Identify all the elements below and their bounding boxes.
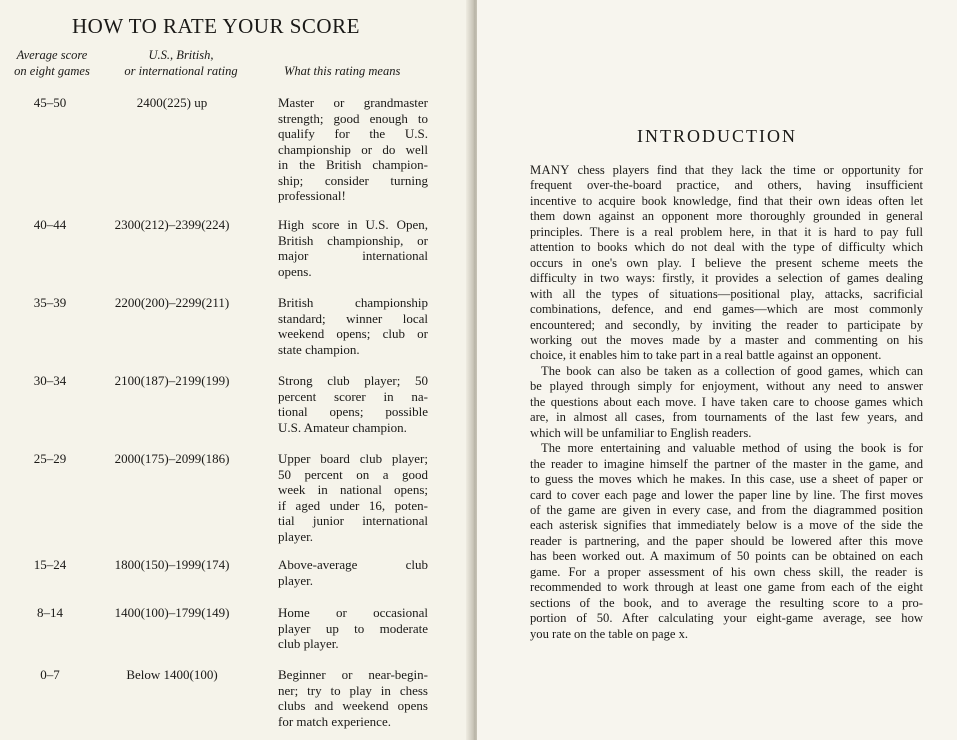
introduction-text [530, 163, 923, 642]
average-score-range: 8–14 [37, 605, 63, 620]
rating-meaning-line: if aged under 16, poten- [278, 497, 428, 513]
rating-meaning-line: Strong club player; 50 [278, 373, 428, 388]
rating-meaning-line: player. [278, 572, 314, 588]
rating-meaning-line: qualify for the U.S. [278, 126, 428, 141]
introduction-line: you rate on the table on page x. [530, 626, 689, 641]
header-average-score-line-2: on eight games [14, 64, 90, 78]
rating-meaning-line: professional! [278, 188, 346, 203]
average-score-range: 45–50 [33, 95, 67, 110]
rating-meaning-line: Above-average club [278, 557, 428, 572]
rating-meaning [278, 667, 428, 729]
rating-meaning-line: weekend opens; club or [278, 326, 428, 341]
rating-meaning-line: Master or grandmaster [278, 95, 428, 110]
rating-meaning-line: standard; winner local [278, 310, 428, 326]
introduction-line: portion of 50. After calculating your eight-game average, see how [530, 611, 923, 626]
rating-meaning-line: clubs and weekend opens [278, 698, 428, 713]
header-average-score-line-1: Average score [16, 48, 88, 62]
rating-meaning-line: state champion. [278, 341, 360, 357]
introduction-line-text: chess players find that they lack the time or opportunity for [569, 163, 923, 177]
introduction-line: each asterisk signifies that immediately below is a move of the side the [530, 518, 923, 533]
rating-range: 1400(100)–1799(149) [114, 605, 230, 620]
rating-meaning [278, 373, 428, 435]
introduction-line: choice, it enables him to take part in a real battle against an opponent. [530, 348, 882, 363]
introduction-line: recommended to work through at least one game from each of the eight [530, 580, 923, 595]
average-score-range: 15–24 [33, 557, 67, 572]
rating-meaning-line: tial junior international [278, 513, 428, 528]
rating-meaning-line: Home or occasional [278, 605, 428, 620]
rating-meaning-line: major international [278, 248, 428, 263]
introduction-line: the questions about each move. I have taken care to choose games which [530, 394, 923, 409]
rating-meaning [278, 557, 428, 588]
rating-meaning-line: opens. [278, 263, 312, 279]
rating-meaning-line: High score in U.S. Open, [278, 217, 428, 232]
rating-meaning-line: ner; try to play in chess [278, 682, 428, 698]
introduction-line: which will be unfamiliar to English readers. [530, 425, 752, 440]
header-rating [106, 47, 256, 79]
rating-meaning-line: club player. [278, 636, 339, 651]
introduction-line [530, 163, 923, 178]
introduction-line: incentive to acquire book knowledge, find that their own ideas often let [530, 193, 923, 208]
rating-range: 2400(225) up [136, 95, 208, 110]
rating-meaning [278, 95, 428, 204]
rating-meaning-line: British championship [278, 295, 428, 310]
introduction-line: sections of the book, and to average the resulting score to a pro- [530, 595, 923, 610]
introduction-line: are, in almost all cases, from tournaments of the last few years, and [530, 410, 923, 425]
average-score-range: 0–7 [40, 667, 60, 682]
introduction-line: card to cover each page and lower the paper line by line. The first moves [530, 487, 923, 502]
rating-meaning-line: 50 percent on a good [278, 466, 428, 482]
introduction-line: has been worked out. A maximum of 50 points can be obtained on each [530, 549, 923, 564]
rating-meaning-line: Upper board club player; [278, 451, 428, 466]
rating-range: 2000(175)–2099(186) [114, 451, 230, 466]
introduction-line: reader is partnering, and the paper should be lowered after this move [530, 533, 923, 548]
introduction-line: occurs in one's own play. I believe the present scheme meets the [530, 255, 923, 270]
introduction-line: with all the types of situations—positional play, attacks, sacrificial [530, 286, 923, 301]
introduction-line: be played through simply for enjoyment, without any need to answer [530, 379, 923, 394]
introduction-line: difficulty in two ways: firstly, it provides a selection of games dealing [530, 271, 923, 286]
rating-range: 2200(200)–2299(211) [114, 295, 230, 310]
introduction-line: frequent over-the-board practice, and others, having insufficient [530, 178, 923, 193]
average-score-range: 40–44 [33, 217, 67, 232]
average-score-range: 25–29 [33, 451, 67, 466]
header-meaning: What this rating means [284, 64, 401, 78]
introduction-lead-word: MANY [530, 163, 570, 177]
introduction-line: them down against an opponent more thoroughly grounded in general [530, 209, 923, 224]
introduction-line: The book can also be taken as a collection of good games, which can [541, 363, 923, 378]
average-score-range: 35–39 [33, 295, 67, 310]
introduction-line: principles. There is a real problem here, in that it is hard to pay full [530, 224, 923, 239]
rating-meaning-line: week in national opens; [278, 482, 428, 497]
introduction-line: The more entertaining and valuable method of using the book is for [541, 441, 923, 456]
introduction-line: game. For a proper assessment of his own chess skill, the reader is [530, 564, 923, 579]
rating-meaning-line: championship or do well [278, 141, 428, 157]
rating-range: 2300(212)–2399(224) [114, 217, 230, 232]
rating-meaning [278, 295, 428, 357]
introduction-title: INTRODUCTION [637, 126, 797, 146]
rating-range: 1800(150)–1999(174) [114, 557, 230, 572]
rating-meaning-line: British championship, or [278, 232, 428, 248]
rating-meaning [278, 217, 428, 279]
right-page [477, 0, 957, 740]
introduction-line: attention to books which do not deal with the type of difficulty which [530, 240, 923, 255]
rating-meaning [278, 605, 428, 652]
rating-meaning-line: strength; good enough to [278, 110, 428, 126]
average-score-range: 30–34 [33, 373, 67, 388]
introduction-line: the reader to imagine himself the partner of the master in the game, and [530, 456, 923, 471]
rating-meaning-line: in the British champion- [278, 157, 428, 172]
rating-table-title: HOW TO RATE YOUR SCORE [72, 14, 360, 38]
rating-meaning-line: for match experience. [278, 713, 391, 729]
introduction-line: to guess the moves which he makes. In this case, use a sheet of paper or [530, 472, 923, 487]
introduction-line: working out the moves made by a master and commenting on his [530, 332, 923, 347]
introduction-line: of the game are given in every case, and from the diagrammed position [530, 502, 923, 517]
rating-meaning-line: percent scorer in na- [278, 388, 428, 404]
header-rating-line-2: or international rating [124, 64, 238, 78]
rating-meaning [278, 451, 428, 544]
rating-meaning-line: ship; consider turning [278, 172, 428, 188]
introduction-line: combinations, defence, and end games—which are most commonly [530, 302, 923, 317]
rating-meaning-line: U.S. Amateur champion. [278, 419, 407, 435]
rating-meaning-line: player. [278, 528, 314, 544]
header-average-score [0, 47, 104, 79]
header-rating-line-1: U.S., British, [148, 48, 214, 62]
rating-range: 2100(187)–2199(199) [114, 373, 230, 388]
rating-meaning-line: player up to moderate [278, 620, 428, 636]
rating-meaning-line: Beginner or near-begin- [278, 667, 428, 682]
rating-range: Below 1400(100) [126, 667, 218, 682]
rating-meaning-line: tional opens; possible [278, 404, 428, 419]
left-page [0, 0, 472, 740]
introduction-line: encountered; and secondly, by inviting the reader to participate by [530, 317, 923, 332]
